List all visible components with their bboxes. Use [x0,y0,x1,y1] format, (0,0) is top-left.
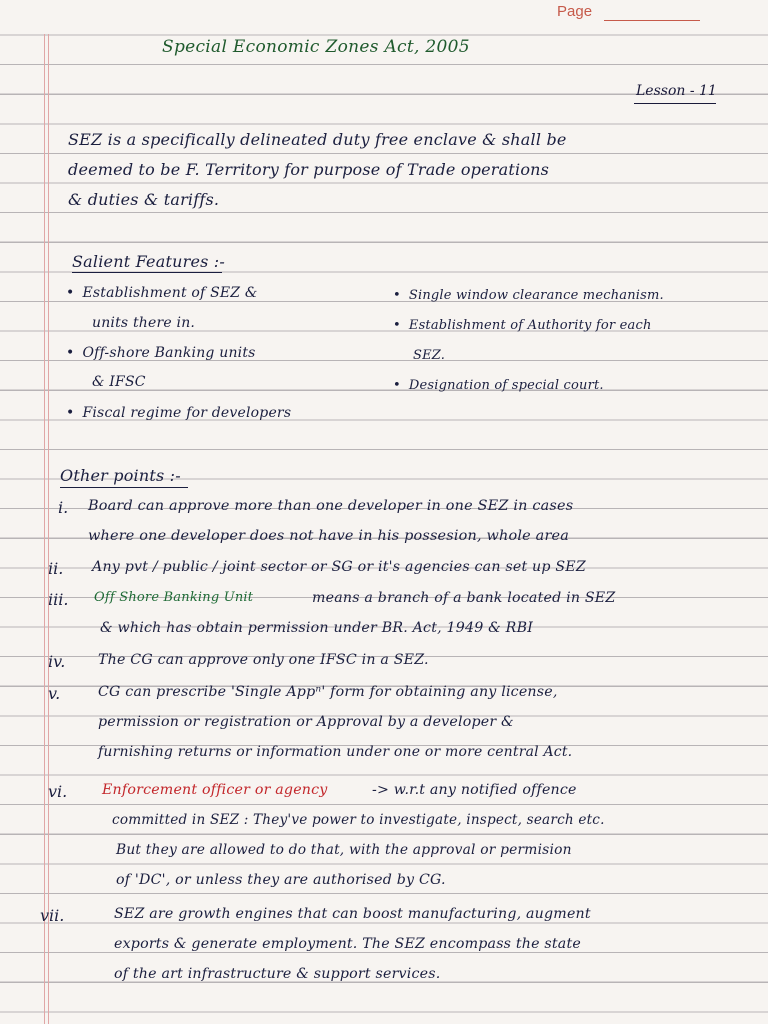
offshore-banking-unit-term: Off Shore Banking Unit [94,590,254,605]
item-text: means a branch of a bank located in SEZ [312,590,616,606]
item-text: The CG can approve only one IFSC in a SEZ. [98,652,429,668]
item-number: iv. [48,652,66,671]
item-text: of the art infrastructure & support services. [114,966,441,982]
other-points-heading: Other points :- [60,466,181,485]
item-text: SEZ are growth engines that can boost manufacturing, augment [114,906,591,922]
item-number: vi. [48,782,68,801]
item-text: furnishing returns or information under one or more central Act. [98,744,573,760]
salient-right-item: SEZ. [413,348,446,363]
salient-heading: Salient Features :- [72,252,226,271]
salient-left-item: • Fiscal regime for developers [66,405,291,421]
salient-right-item: • Single window clearance mechanism. [393,288,664,303]
item-text: CG can prescribe 'Single Appⁿ' form for obtaining any license, [98,684,558,700]
other-points-heading-underline [60,487,188,488]
item-number: i. [58,498,69,517]
item-text: committed in SEZ : They've power to investigate, inspect, search etc. [112,812,605,828]
item-number: vii. [40,906,65,925]
salient-left-item: & IFSC [92,374,146,390]
intro-line: deemed to be F. Territory for purpose of Trade operations [68,160,550,179]
item-text: Any pvt / public / joint sector or SG or it's agencies can set up SEZ [92,559,586,575]
lesson-label: Lesson - 11 [636,83,717,99]
salient-left-item: • Establishment of SEZ & [66,285,258,301]
item-text: & which has obtain permission under BR. Act, 1949 & RBI [100,620,533,636]
margin-line [44,0,45,1024]
item-number: v. [48,684,61,703]
salient-heading-underline [72,272,222,273]
intro-line: SEZ is a specifically delineated duty free enclave & shall be [68,130,567,149]
item-text: -> w.r.t any notified offence [372,782,577,798]
salient-right-item: • Designation of special court. [393,378,604,393]
page-header-band [0,0,768,34]
margin-line-inner [48,0,49,1024]
salient-right-item: • Establishment of Authority for each [393,318,652,333]
salient-left-item: units there in. [92,315,196,331]
page-title: Special Economic Zones Act, 2005 [162,37,470,57]
item-number: ii. [48,559,64,578]
item-text: where one developer does not have in his possesion, whole area [88,528,570,544]
item-text: But they are allowed to do that, with the approval or permision [116,842,572,858]
item-text: exports & generate employment. The SEZ encompass the state [114,936,581,952]
lesson-underline [634,103,716,104]
intro-line: & duties & tariffs. [68,190,220,209]
page-label: Page [557,3,593,20]
page-number-blank [604,20,700,21]
item-text: of 'DC', or unless they are authorised by CG. [116,872,446,888]
salient-left-item: • Off-shore Banking units [66,345,256,361]
item-number: iii. [48,590,69,609]
enforcement-officer-term: Enforcement officer or agency [102,782,328,798]
item-text: permission or registration or Approval by a developer & [98,714,514,730]
item-text: Board can approve more than one developer in one SEZ in cases [88,498,574,514]
